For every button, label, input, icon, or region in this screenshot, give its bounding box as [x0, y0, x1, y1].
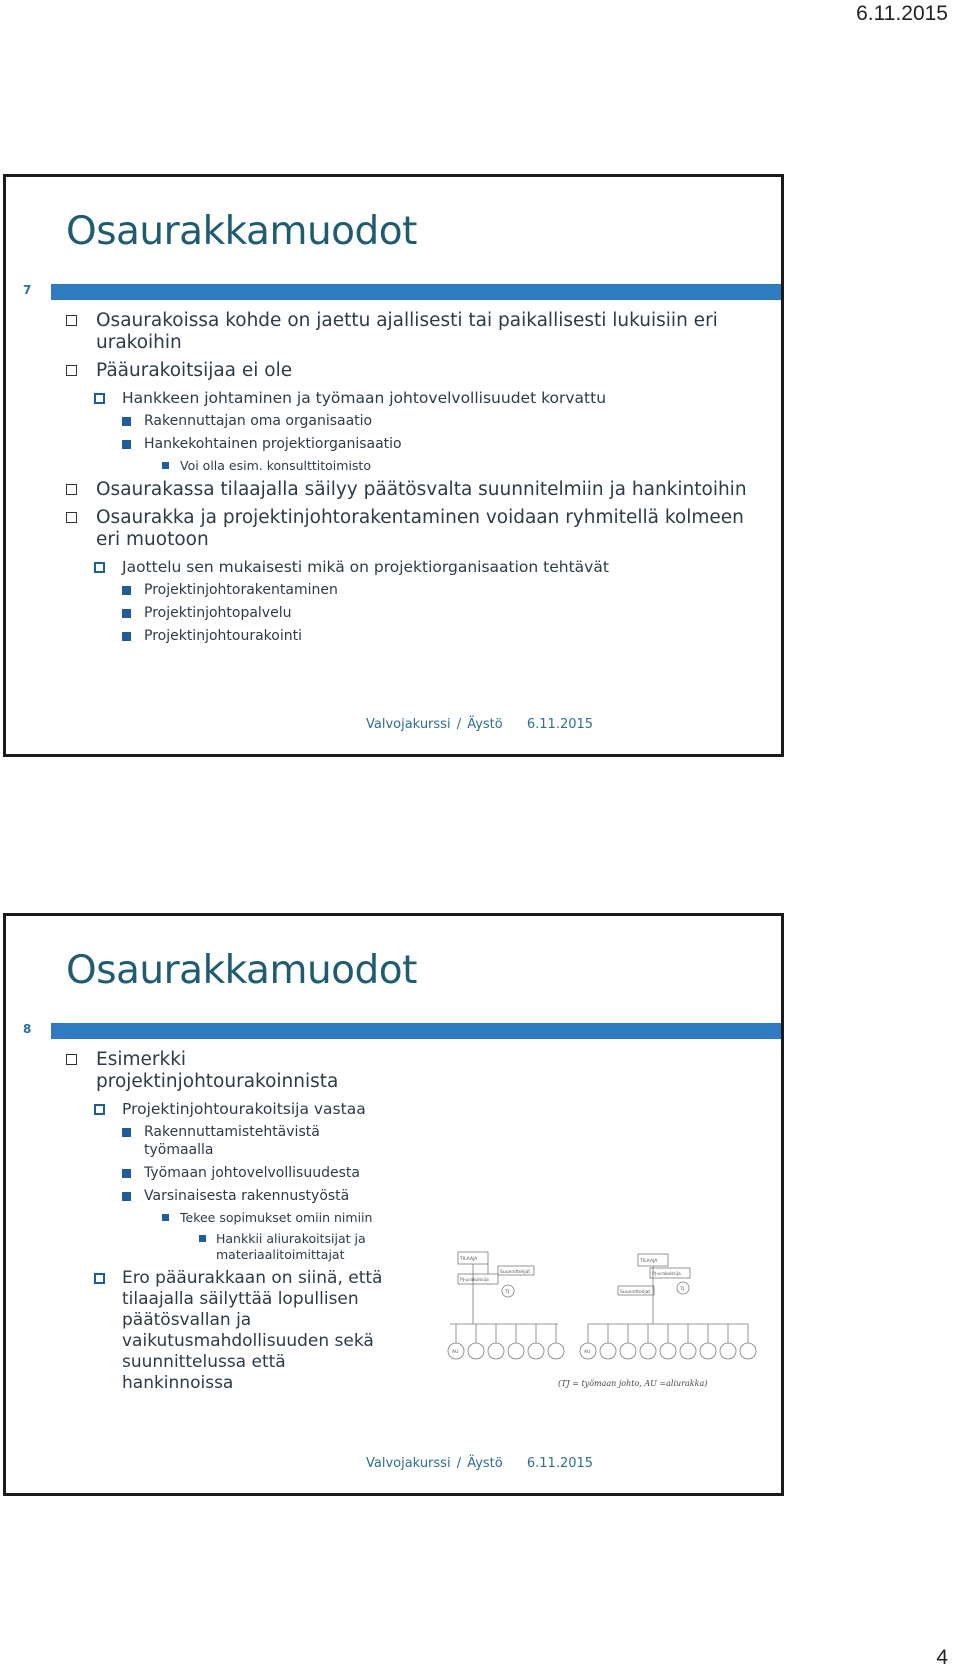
- filled-square-bullet-icon: [122, 609, 131, 618]
- square-bullet-icon: [94, 562, 105, 573]
- filled-square-bullet-icon: [122, 586, 131, 595]
- filled-square-bullet-icon: [122, 1169, 131, 1178]
- bullet-l1: [64, 507, 764, 551]
- bullet-text: Voi olla esim. konsulttitoimisto: [180, 458, 371, 473]
- org-label-tilaaja-right: TILAAJA: [640, 1259, 658, 1264]
- slide-header-bar: [51, 284, 781, 300]
- bullet-l3: [64, 435, 764, 453]
- org-label-pj-right: PJ-urakoitsija: [652, 1272, 681, 1277]
- hollow-square-bullet-icon: [66, 315, 77, 326]
- bullet-text: Esimerkki projektinjohtourakoinnista: [96, 1049, 339, 1092]
- bullet-text: Jaottelu sen mukaisesti mikä on projektiorganisaation tehtävät: [122, 558, 609, 576]
- slide-number: 8: [23, 1022, 32, 1036]
- square-bullet-icon: [94, 393, 105, 404]
- bullet-l1: [64, 479, 764, 501]
- filled-square-bullet-icon: [122, 440, 131, 449]
- bullet-l3: [64, 1123, 334, 1159]
- slide-number: 7: [23, 283, 32, 297]
- slide-title: Osaurakkamuodot: [66, 948, 417, 993]
- org-au-row-right: [580, 1324, 756, 1359]
- slide-body: [64, 1049, 394, 1398]
- bullet-text: Rakennuttamistehtävistä työmaalla: [144, 1124, 320, 1158]
- bullet-text: Ero pääurakkaan on siinä, että tilaajalla säilyttää lopullisen päätösvallan ja vaikutusmahdollisuuden sekä suunnittelussa että hankinnoissa: [122, 1268, 383, 1393]
- bullet-l4: [64, 458, 764, 474]
- hollow-square-bullet-icon: [66, 365, 77, 376]
- bullet-text: Projektinjohtourakoitsija vastaa: [122, 1100, 366, 1118]
- slide-7: [3, 174, 784, 757]
- org-caption: (TJ = työmaan johto, AU =aliurakka): [558, 1379, 708, 1388]
- org-au-row-left: [448, 1324, 564, 1359]
- footer-text: Valvojakurssi / Äystö: [366, 1456, 503, 1471]
- bullet-text: Hankkii aliurakoitsijat ja materiaalitoimittajat: [216, 1231, 366, 1262]
- square-bullet-icon: [94, 1273, 105, 1284]
- bullet-text: Pääurakoitsijaa ei ole: [96, 360, 293, 381]
- bullet-l1: [64, 310, 764, 354]
- org-label-tj-right: TJ: [680, 1287, 685, 1292]
- slide-footer: [366, 717, 593, 732]
- bullet-l3: [64, 604, 764, 622]
- bullet-text: Tekee sopimukset omiin nimiin: [180, 1210, 373, 1225]
- hollow-square-bullet-icon: [66, 484, 77, 495]
- bullet-text: Osaurakka ja projektinjohtorakentaminen voidaan ryhmitellä kolmeen eri muotoon: [96, 507, 744, 550]
- org-label-pj: PJ-urakoitsija: [460, 1278, 489, 1283]
- filled-square-bullet-icon: [122, 632, 131, 641]
- bullet-l3: [64, 581, 764, 599]
- bullet-l1: [64, 360, 764, 382]
- footer-date: 6.11.2015: [526, 717, 594, 732]
- bullet-l2: [64, 388, 764, 408]
- bullet-l3: [64, 1164, 394, 1182]
- org-label-tilaaja: TILAAJA: [460, 1257, 478, 1262]
- bullet-text: Osaurakoissa kohde on jaettu ajallisesti tai paikallisesti lukuisiin eri urakoihin: [96, 310, 718, 353]
- hollow-square-bullet-icon: [66, 1054, 77, 1065]
- bullet-text: Projektinjohtourakointi: [144, 628, 302, 644]
- filled-square-bullet-icon: [199, 1235, 206, 1242]
- filled-square-bullet-icon: [122, 417, 131, 426]
- org-label-design: Suunnittelijat: [500, 1270, 531, 1275]
- bullet-l3: [64, 1187, 394, 1205]
- bullet-text: Työmaan johtovelvollisuudesta: [144, 1165, 360, 1181]
- slide-footer: [366, 1456, 593, 1471]
- filled-square-bullet-icon: [122, 1128, 131, 1137]
- footer-text: Valvojakurssi / Äystö: [366, 717, 503, 732]
- bullet-l3: [64, 412, 764, 430]
- slide-body: [64, 310, 764, 650]
- filled-square-bullet-icon: [162, 1214, 169, 1221]
- bullet-text: Varsinaisesta rakennustyöstä: [144, 1188, 350, 1204]
- bullet-text: Rakennuttajan oma organisaatio: [144, 413, 373, 429]
- bullet-text: Projektinjohtorakentaminen: [144, 582, 338, 598]
- org-label-au: AU: [452, 1350, 459, 1355]
- slide-header-bar: [51, 1023, 781, 1039]
- bullet-l1: [64, 1049, 394, 1093]
- bullet-l5: [64, 1231, 394, 1263]
- org-label-au-right: AU: [584, 1350, 591, 1355]
- bullet-l2: [64, 1268, 394, 1394]
- bullet-text: Hankkeen johtaminen ja työmaan johtovelvollisuudet korvattu: [122, 389, 607, 407]
- org-label-design-right: Suunnittelijat: [620, 1290, 651, 1295]
- slide-title: Osaurakkamuodot: [66, 209, 417, 254]
- bullet-text: Osaurakassa tilaajalla säilyy päätösvalta suunnitelmiin ja hankintoihin: [96, 479, 747, 500]
- slide-8: [3, 913, 784, 1496]
- bullet-l4: [64, 1210, 394, 1226]
- filled-square-bullet-icon: [122, 1192, 131, 1201]
- square-bullet-icon: [94, 1104, 105, 1115]
- org-label-tj: TJ: [505, 1290, 510, 1295]
- bullet-l2: [64, 1099, 394, 1119]
- footer-date: 6.11.2015: [526, 1456, 594, 1471]
- bullet-text: Hankekohtainen projektiorganisaatio: [144, 436, 402, 452]
- bullet-l3: [64, 627, 764, 645]
- page-number: 4: [936, 1646, 948, 1669]
- hollow-square-bullet-icon: [66, 512, 77, 523]
- bullet-l2: [64, 557, 764, 577]
- bullet-text: Projektinjohtopalvelu: [144, 605, 292, 621]
- page-date: 6.11.2015: [856, 2, 948, 25]
- org-chart-figure: [438, 1246, 768, 1406]
- filled-square-bullet-icon: [162, 462, 169, 469]
